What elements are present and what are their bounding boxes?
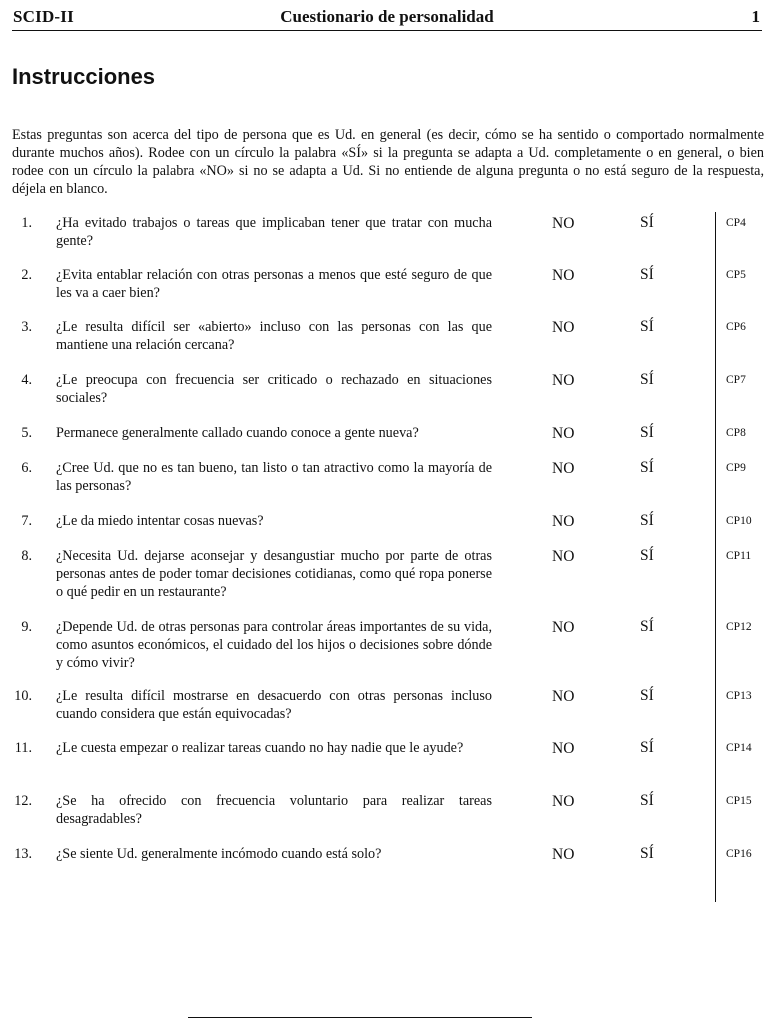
answer-si[interactable]: SÍ (640, 318, 654, 335)
code-column-rule (715, 212, 716, 902)
answer-si[interactable]: SÍ (640, 214, 654, 231)
document-title: Cuestionario de personalidad (280, 7, 494, 26)
question-number: 8. (21, 548, 32, 564)
answer-si[interactable]: SÍ (640, 739, 654, 756)
answer-no[interactable]: NO (552, 548, 575, 565)
question-text: ¿Le cuesta empezar o realizar tareas cuando no hay nadie que le ayude? (56, 740, 464, 756)
item-code: CP8 (726, 427, 746, 439)
page-number: 1 (751, 7, 760, 26)
question-number: 7. (21, 513, 32, 529)
answer-si[interactable]: SÍ (640, 687, 654, 704)
question-number: 11. (14, 740, 32, 756)
item-code: CP6 (726, 321, 746, 333)
question-number: 9. (21, 619, 32, 635)
answer-no[interactable]: NO (552, 425, 575, 442)
page-header (12, 6, 762, 31)
answer-no[interactable]: NO (552, 513, 575, 530)
answer-no[interactable]: NO (552, 688, 575, 705)
question-text: Permanece generalmente callado cuando conoce a gente nueva? (56, 425, 419, 441)
answer-no[interactable]: NO (552, 793, 575, 810)
answer-no[interactable]: NO (552, 215, 575, 232)
answer-no[interactable]: NO (552, 372, 575, 389)
answer-no[interactable]: NO (552, 846, 575, 863)
question-text: ¿Depende Ud. de otras personas para controlar áreas importantes de su vida, como asuntos económicos, el cuidado del los hijos o decisiones sobre dónde y cómo vivir? (56, 619, 492, 671)
item-code: CP4 (726, 217, 746, 229)
answer-si[interactable]: SÍ (640, 424, 654, 441)
question-text: ¿Ha evitado trabajos o tareas que implicaban tener que tratar con mucha gente? (56, 215, 492, 249)
question-text: ¿Cree Ud. que no es tan bueno, tan listo o tan atractivo como la mayoría de las personas? (56, 460, 492, 494)
answer-si[interactable]: SÍ (640, 371, 654, 388)
item-code: CP14 (726, 742, 752, 754)
item-code: CP11 (726, 550, 752, 562)
item-code: CP12 (726, 621, 752, 633)
instructions-paragraph: Estas preguntas son acerca del tipo de persona que es Ud. en general (es decir, cómo se ha sentido o comportado normalmente durante muchos años). Rodee con un círculo la palabra «SÍ» si la pregunta se adapta a Ud. completamente o en general, o bien rodee con un círculo la palabra «NO» si no se adapta a Ud. Si no entiende de alguna pregunta o no está seguro de la respuesta, déjela en blanco. (12, 127, 764, 197)
question-number: 1. (21, 215, 32, 231)
item-code: CP16 (726, 848, 752, 860)
item-code: CP9 (726, 462, 746, 474)
answer-si[interactable]: SÍ (640, 618, 654, 635)
question-number: 6. (21, 460, 32, 476)
section-title: Instrucciones (12, 64, 156, 89)
item-code: CP10 (726, 515, 752, 527)
question-number: 12. (14, 793, 32, 809)
answer-no[interactable]: NO (552, 267, 575, 284)
answer-no[interactable]: NO (552, 740, 575, 757)
item-code: CP13 (726, 690, 752, 702)
answer-si[interactable]: SÍ (640, 845, 654, 862)
question-number: 5. (21, 425, 32, 441)
question-text: ¿Evita entablar relación con otras personas a menos que esté seguro de que les va a caer bien? (56, 267, 492, 301)
question-text: ¿Le resulta difícil ser «abierto» incluso con las personas con las que mantiene una relación cercana? (56, 319, 492, 353)
question-number: 2. (21, 267, 32, 283)
answer-no[interactable]: NO (552, 319, 575, 336)
question-text: ¿Necesita Ud. dejarse aconsejar y desangustiar mucho por parte de otras personas antes de poder tomar decisiones cotidianas, como qué ropa ponerse o qué pedir en un restaurante? (56, 548, 492, 600)
answer-si[interactable]: SÍ (640, 512, 654, 529)
answer-si[interactable]: SÍ (640, 266, 654, 283)
question-number: 3. (21, 319, 32, 335)
answer-si[interactable]: SÍ (640, 792, 654, 809)
question-text: ¿Le preocupa con frecuencia ser criticado o rechazado en situaciones sociales? (56, 372, 492, 406)
answer-no[interactable]: NO (552, 619, 575, 636)
answer-si[interactable]: SÍ (640, 547, 654, 564)
footer-rule (188, 1017, 532, 1018)
question-text: ¿Le resulta difícil mostrarse en desacuerdo con otras personas incluso cuando considera que están equivocadas? (56, 688, 492, 722)
question-text: ¿Se ha ofrecido con frecuencia voluntario para realizar tareas desagradables? (56, 793, 492, 827)
question-number: 13. (14, 846, 32, 862)
question-text: ¿Se siente Ud. generalmente incómodo cuando está solo? (56, 846, 382, 862)
question-text: ¿Le da miedo intentar cosas nuevas? (56, 513, 264, 529)
item-code: CP5 (726, 269, 746, 281)
form-id: SCID-II (13, 7, 74, 26)
question-number: 4. (21, 372, 32, 388)
item-code: CP15 (726, 795, 752, 807)
question-number: 10. (14, 688, 32, 704)
answer-si[interactable]: SÍ (640, 459, 654, 476)
item-code: CP7 (726, 374, 746, 386)
answer-no[interactable]: NO (552, 460, 575, 477)
